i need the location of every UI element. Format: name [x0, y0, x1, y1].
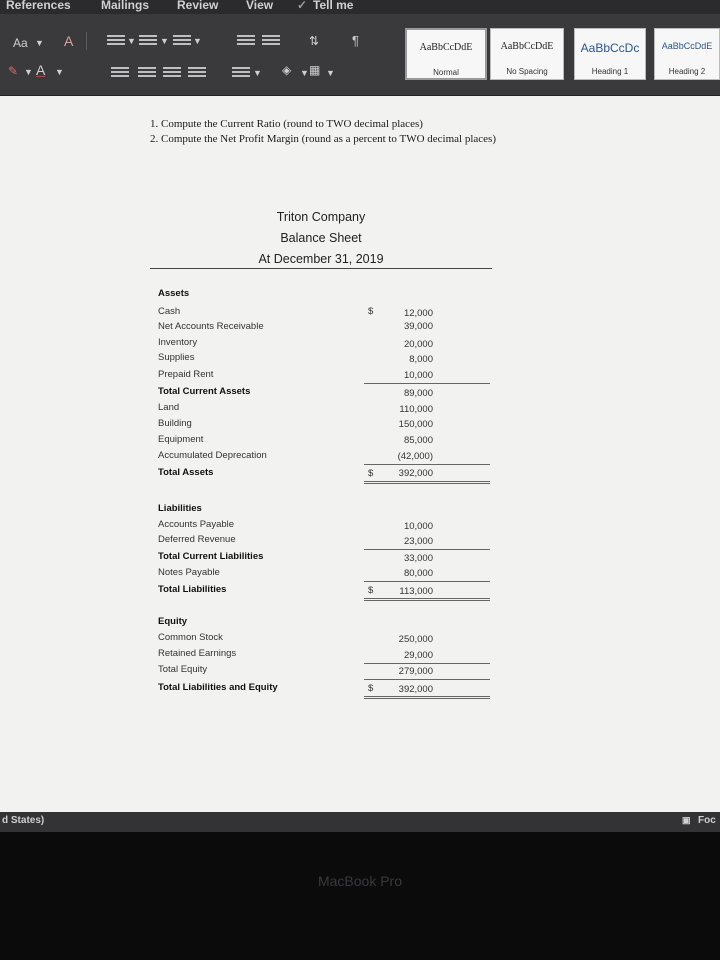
- liability-value: 23,000: [403, 536, 433, 547]
- total-double-rule: [364, 696, 490, 699]
- currency-symbol: $: [368, 468, 374, 479]
- total-double-rule: [364, 598, 490, 601]
- multilevel-list-icon[interactable]: [173, 33, 191, 47]
- equity-label: Retained Earnings: [158, 648, 237, 659]
- asset-value: 39,000: [403, 321, 433, 332]
- asset-label: Net Accounts Receivable: [158, 321, 264, 332]
- style-sample: AaBbCcDdE: [419, 42, 473, 53]
- style-name: Normal: [433, 68, 459, 77]
- menu-bar: [0, 0, 720, 14]
- style-name: No Spacing: [506, 67, 548, 76]
- increase-indent-icon[interactable]: [262, 33, 280, 47]
- pilcrow-icon[interactable]: ¶: [352, 33, 359, 48]
- menu-view[interactable]: View: [246, 0, 274, 12]
- subtotal-rule: [364, 581, 490, 582]
- asset-value: 10,000: [403, 370, 433, 381]
- decrease-indent-icon[interactable]: [237, 33, 255, 47]
- menu-review[interactable]: Review: [177, 0, 219, 12]
- assets-heading: Assets: [158, 288, 190, 299]
- asset-value: 89,000: [403, 388, 433, 399]
- style-sample: AaBbCcDdE: [500, 41, 554, 52]
- asset-value: 85,000: [403, 435, 433, 446]
- asset-value: 12,000: [403, 308, 433, 319]
- chevron-down-icon: ▼: [300, 68, 309, 78]
- document-area: [0, 96, 720, 812]
- chevron-down-icon: ▼: [35, 38, 44, 48]
- align-center-icon[interactable]: [138, 65, 156, 79]
- asset-value: 150,000: [398, 419, 433, 430]
- chevron-down-icon: ▼: [326, 68, 335, 78]
- subtotal-rule: [364, 383, 490, 384]
- menu-references[interactable]: References: [6, 0, 71, 12]
- menu-mailings[interactable]: Mailings: [101, 0, 150, 12]
- asset-label: Land: [158, 402, 180, 413]
- divider: [86, 32, 87, 50]
- asset-label: Prepaid Rent: [158, 369, 214, 380]
- font-color-icon[interactable]: A: [36, 62, 46, 78]
- asset-label: Inventory: [158, 337, 198, 348]
- statement-title: Balance Sheet: [280, 231, 362, 245]
- menu-tell-me[interactable]: Tell me: [313, 0, 354, 12]
- status-bar: [0, 812, 720, 832]
- language-status[interactable]: d States): [2, 815, 45, 826]
- style-name: Heading 1: [591, 67, 629, 76]
- liability-label: Deferred Revenue: [158, 534, 236, 545]
- equity-label: Common Stock: [158, 632, 223, 643]
- asset-value: (42,000): [397, 451, 433, 462]
- focus-icon[interactable]: ▣: [682, 815, 691, 825]
- align-left-icon[interactable]: [111, 65, 129, 79]
- header-rule: [150, 268, 492, 269]
- change-case-button[interactable]: Aa: [13, 36, 28, 50]
- chevron-down-icon: ▼: [55, 67, 64, 77]
- chevron-down-icon: ▼: [127, 36, 136, 46]
- focus-button[interactable]: Foc: [698, 815, 716, 826]
- asset-label: Equipment: [158, 434, 204, 445]
- equity-heading: Equity: [158, 616, 188, 627]
- subtotal-rule: [364, 663, 490, 664]
- asset-label: Total Assets: [158, 467, 214, 478]
- sort-icon[interactable]: ⇅: [309, 34, 320, 48]
- instruction-2: 2. Compute the Net Profit Margin (round as a percent to TWO decimal places): [150, 133, 496, 145]
- currency-symbol: $: [368, 306, 374, 317]
- asset-label: Building: [158, 418, 192, 429]
- equity-label: Total Liabilities and Equity: [158, 682, 278, 693]
- subtotal-rule: [364, 679, 490, 680]
- ribbon: [0, 14, 720, 96]
- asset-label: Cash: [158, 306, 181, 317]
- chevron-down-icon: ▼: [253, 68, 262, 78]
- chevron-down-icon: ▼: [193, 36, 202, 46]
- highlight-color-icon[interactable]: ✎: [8, 64, 19, 78]
- liabilities-heading: Liabilities: [158, 503, 202, 514]
- borders-icon[interactable]: ▦: [309, 63, 321, 77]
- numbering-icon[interactable]: [139, 33, 157, 47]
- liability-label: Accounts Payable: [158, 519, 235, 530]
- style-no-spacing[interactable]: [490, 28, 564, 80]
- liability-value: 10,000: [403, 521, 433, 532]
- currency-symbol: $: [368, 683, 374, 694]
- chevron-down-icon: ▼: [24, 67, 33, 77]
- asset-value: 20,000: [403, 339, 433, 350]
- asset-value: 110,000: [399, 404, 433, 415]
- liability-label: Total Current Liabilities: [158, 551, 264, 562]
- style-heading-2[interactable]: [654, 28, 720, 80]
- statement-date: At December 31, 2019: [258, 252, 384, 266]
- shading-icon[interactable]: ◈: [282, 63, 292, 77]
- style-normal[interactable]: [405, 28, 487, 80]
- liability-value: 33,000: [403, 553, 433, 564]
- subtotal-rule: [364, 464, 490, 465]
- liability-label: Total Liabilities: [158, 584, 227, 595]
- instruction-1: 1. Compute the Current Ratio (round to TWO decimal places): [150, 118, 423, 130]
- equity-label: Total Equity: [158, 664, 208, 675]
- chevron-down-icon: ▼: [160, 36, 169, 46]
- equity-value: 392,000: [398, 684, 433, 695]
- clear-formatting-icon[interactable]: A: [64, 33, 74, 49]
- style-name: Heading 2: [668, 67, 706, 76]
- equity-value: 279,000: [398, 666, 433, 677]
- laptop-bezel: [0, 832, 720, 960]
- style-sample: AaBbCcDdE: [661, 41, 713, 51]
- line-spacing-icon[interactable]: [232, 65, 250, 79]
- style-sample: AaBbCcDc: [580, 41, 640, 55]
- tell-me-icon: ✓: [297, 0, 308, 12]
- equity-value: 250,000: [398, 634, 433, 645]
- equity-value: 29,000: [403, 650, 433, 661]
- asset-value: 392,000: [398, 468, 433, 479]
- company-name: Triton Company: [276, 210, 366, 224]
- align-right-icon[interactable]: [163, 65, 181, 79]
- justify-icon[interactable]: [188, 65, 206, 79]
- asset-value: 8,000: [409, 354, 433, 365]
- style-heading-1[interactable]: [574, 28, 646, 80]
- liability-value: 80,000: [403, 568, 433, 579]
- asset-label: Accumulated Deprecation: [158, 450, 267, 461]
- subtotal-rule: [364, 549, 490, 550]
- total-double-rule: [364, 481, 490, 484]
- document-page[interactable]: [0, 96, 720, 812]
- bezel-label: MacBook Pro: [317, 873, 403, 889]
- liability-label: Notes Payable: [158, 567, 220, 578]
- currency-symbol: $: [368, 585, 374, 596]
- asset-label: Supplies: [158, 352, 195, 363]
- bullets-icon[interactable]: [107, 33, 125, 47]
- liability-value: 113,000: [399, 586, 433, 597]
- asset-label: Total Current Assets: [158, 386, 251, 397]
